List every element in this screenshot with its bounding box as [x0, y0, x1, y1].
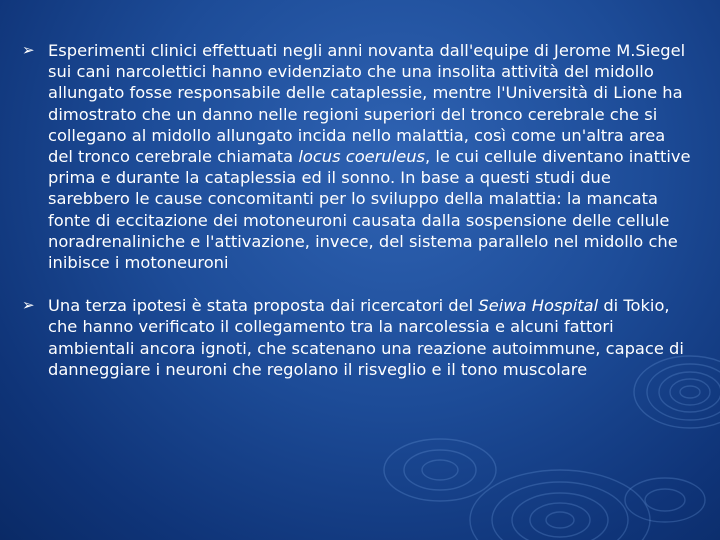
- bullet-text: Esperimenti clinici effettuati negli anni novanta dall'equipe di Jerome M.Siegel sui cani narcolettici hanno evidenziato che una insolita attività del midollo allungato fosse responsabile delle cataplessie, mentre l'Università di Lione ha dimostrato che un danno nelle regioni superiori del tronco cerebrale che si collegano al midollo allungato incida nello malattia, così come un'altra area del tronco cerebrale chiamata locus coeruleus, le cui cellule diventano inattive prima e durante la cataplessia ed il sonno. In base a questi studi due sarebbero le cause concomitanti per lo sviluppo della malattia: la mancata fonte di eccitazione dei motoneuroni causata dalla sospensione delle cellule noradrenaliniche e l'attivazione, invece, del sistema parallelo nel midollo che inibisce i motoneuroni: [48, 41, 691, 273]
- arrow-bullet-icon: ➢: [22, 41, 35, 59]
- bullet-item: [22, 295, 692, 380]
- bullet-item: [22, 40, 692, 273]
- arrow-bullet-icon: ➢: [22, 296, 35, 315]
- bullet-list: [22, 40, 692, 380]
- bullet-text: Una terza ipotesi è stata proposta dai ricercatori del Seiwa Hospital di Tokio, che hanno verificato il collegamento tra la narcolessia e alcuni fattori ambientali ancora ignoti, che scatenano una reazione autoimmune, capace di danneggiare i neuroni che regolano il risveglio e il tono muscolare: [48, 296, 684, 379]
